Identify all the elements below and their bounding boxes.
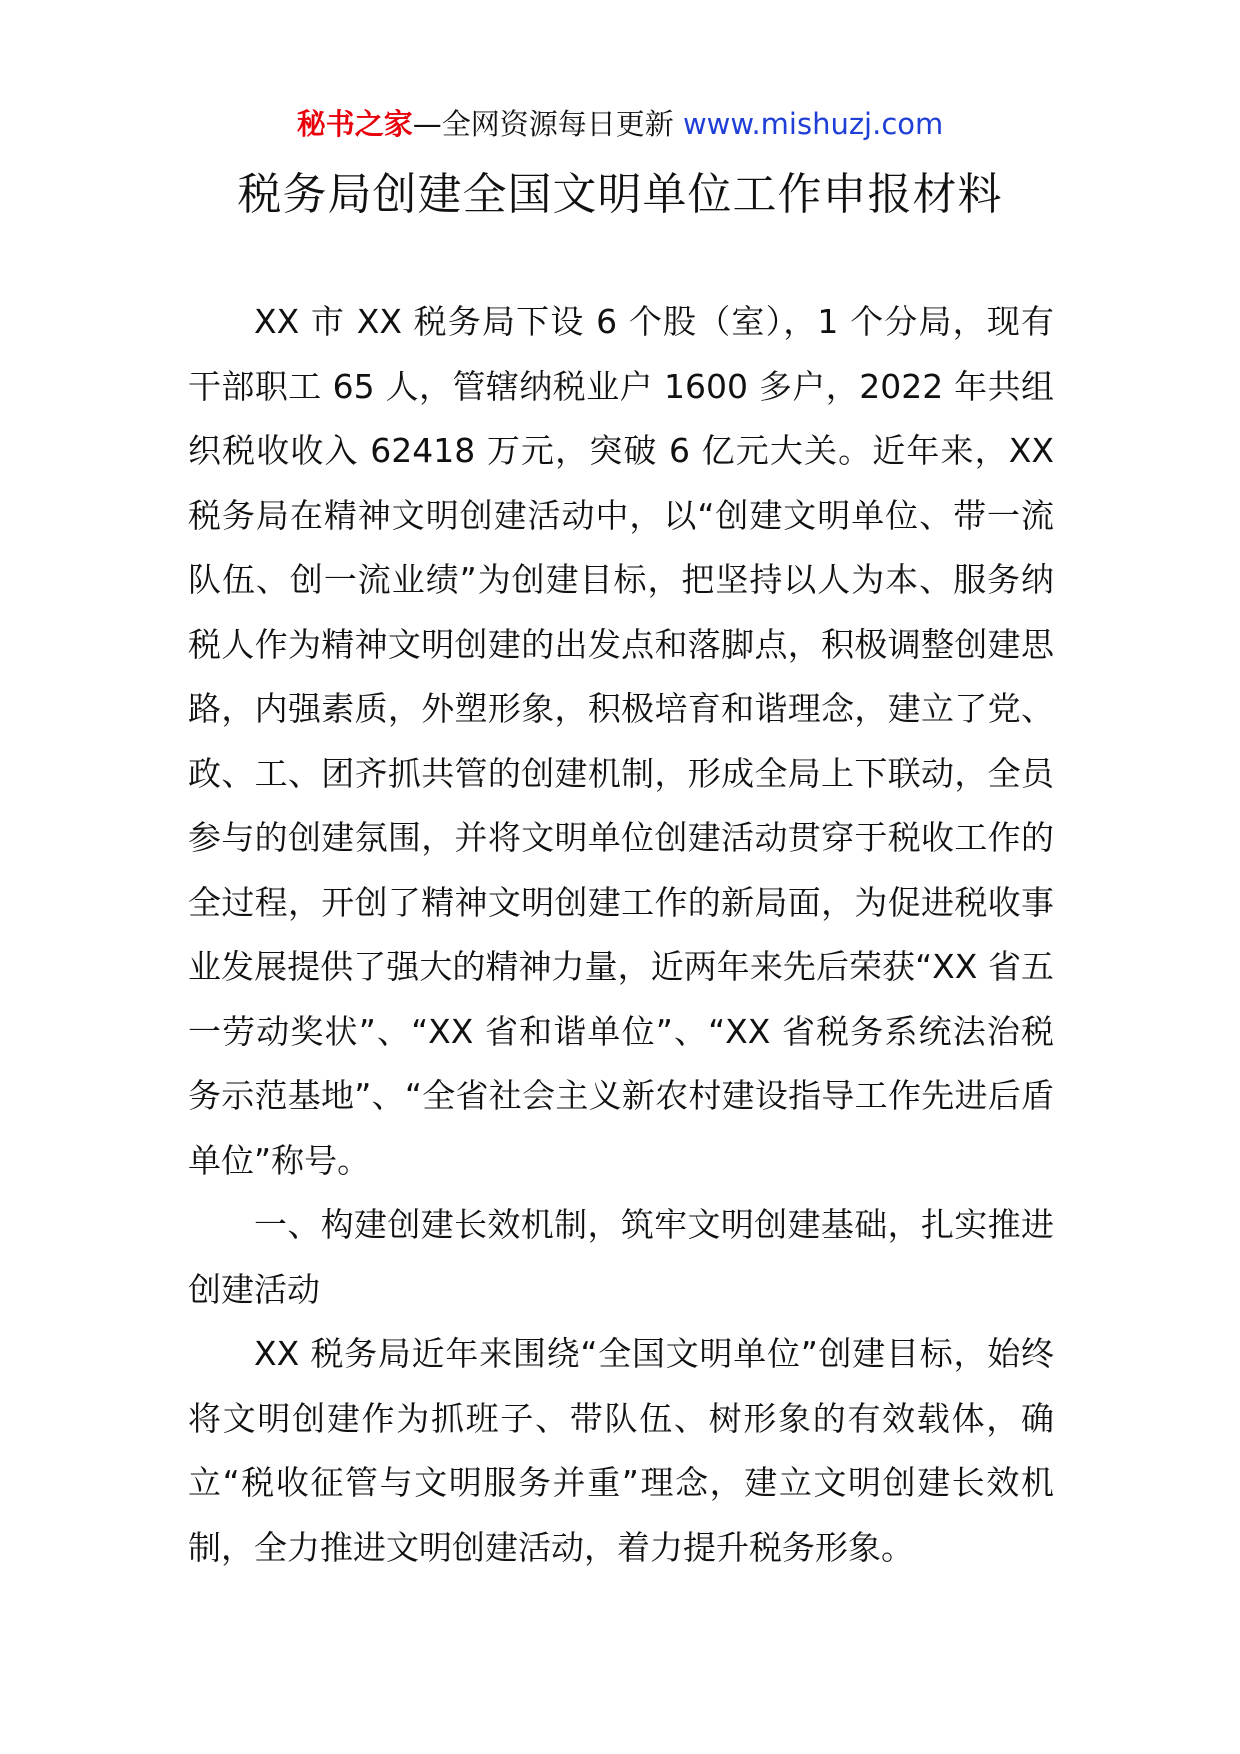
brand-name: 秘书之家 — [296, 107, 413, 141]
document-title: 税务局创建全国文明单位工作申报材料 — [237, 169, 1003, 220]
section-paragraph: XX 税务局近年来围绕“全国文明单位”创建目标，始终将文明创建作为抓班子、带队伍、树形象的有效载体，确立“税收征管与文明服务并重”理念，建立文明创建长效机制，全力推进文明创建活动，着力提升税务形象。 — [188, 1334, 1054, 1567]
section-heading: 一、构建创建长效机制，筑牢文明创建基础，扎实推进创建活动 — [188, 1205, 1054, 1309]
site-slogan: —全网资源每日更新 — [412, 107, 683, 141]
site-url-link[interactable]: www.mishuzj.com — [682, 107, 944, 141]
document-body — [188, 290, 1054, 1580]
site-header — [0, 104, 1240, 144]
intro-paragraph: XX 市 XX 税务局下设 6 个股（室），1 个分局，现有干部职工 65 人，管辖纳税业户 1600 多户，2022 年共组织税收收入 62418 万元，突破 6 亿元大关。近年来，XX 税务局在精神文明创建活动中，以“创建文明单位、带一流队伍、创一流业绩”为创建目标，把坚持以人为本、服务纳税人作为精神文明创建的出发点和落脚点，积极调整创建思路，内强素质，外塑形象，积极培育和谐理念，建立了党、政、工、团齐抓共管的创建机制，形成全局上下联动，全员参与的创建氛围，并将文明单位创建活动贯穿于税收工作的全过程，开创了精神文明创建工作的新局面，为促进税收事业发展提供了强大的精神力量，近两年来先后荣获“XX 省五一劳动奖状”、“XX 省和谐单位”、“XX 省税务系统法治税务示范基地”、“全省社会主义新农村建设指导工作先进后盾单位”称号。 — [188, 302, 1054, 1180]
